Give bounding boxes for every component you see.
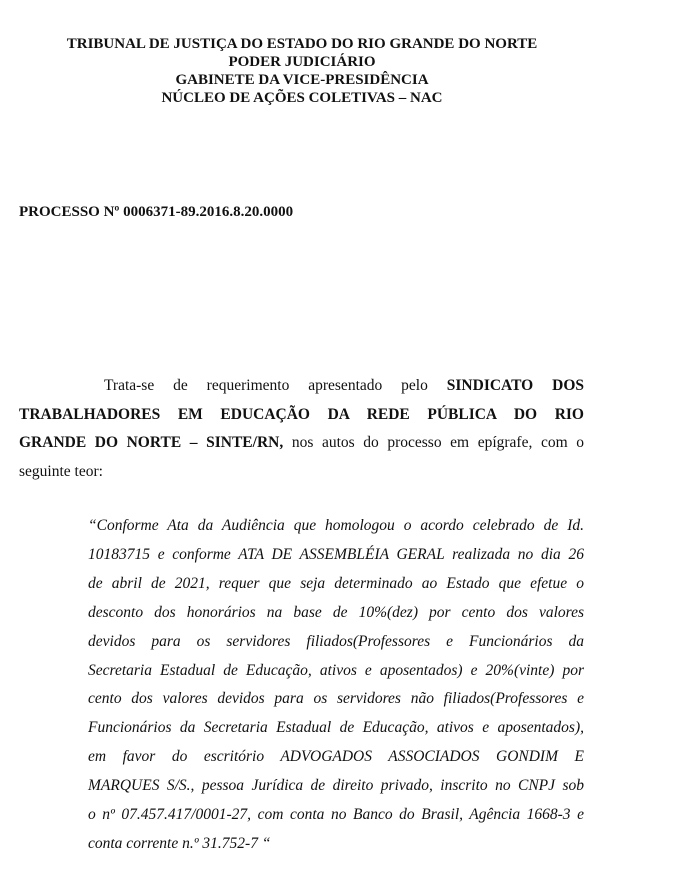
- quote-line: o nº 07.457.417/0001-27, com conta no Banco do Brasil, Agência 1668-3 e: [88, 806, 584, 824]
- quote-line: cento dos valores devidos para os servidores não filiados(Professores e: [88, 690, 584, 708]
- intro-union-name: GRANDE DO NORTE – SINTE/RN,: [19, 434, 284, 452]
- header-office: GABINETE DA VICE-PRESIDÊNCIA: [175, 72, 429, 88]
- quoted-request: [88, 512, 584, 859]
- quote-line: “Conforme Ata da Audiência que homologou o acordo celebrado de Id.: [88, 517, 584, 534]
- intro-line: [19, 372, 584, 401]
- intro-line: [19, 401, 584, 430]
- intro-line: [19, 429, 584, 458]
- quote-line: 10183715 e conforme ATA DE ASSEMBLÉIA GERAL realizada no dia 26: [88, 545, 584, 563]
- intro-paragraph: [19, 372, 584, 486]
- quote-line: Secretaria Estadual de Educação, ativos e aposentados) e 20%(vinte) por: [88, 661, 584, 679]
- quote-line: em favor do escritório ADVOGADOS ASSOCIADOS GONDIM E: [88, 748, 584, 766]
- intro-line: [19, 458, 584, 487]
- quote-line: devidos para os servidores filiados(Professores e Funcionários da: [88, 632, 584, 650]
- intro-union-name: TRABALHADORES EM EDUCAÇÃO DA REDE PÚBLICA DO RIO: [19, 405, 584, 423]
- quote-line: desconto dos honorários na base de 10%(dez) por cento dos valores: [88, 603, 584, 621]
- document-header: [0, 35, 604, 107]
- header-nucleus: NÚCLEO DE AÇÕES COLETIVAS – NAC: [161, 90, 443, 106]
- quote-line: de abril de 2021, requer que seja determinado ao Estado que efetue o: [88, 574, 584, 592]
- intro-text: Trata-se de requerimento apresentado pelo: [104, 377, 447, 394]
- quote-line: conta corrente n.º 31.752-7 “: [88, 834, 271, 852]
- intro-text: nos autos do processo em epígrafe, com o: [283, 434, 584, 452]
- header-judiciary: PODER JUDICIÁRIO: [228, 54, 376, 70]
- quote-line: Funcionários da Secretaria Estadual de Educação, ativos e aposentados),: [88, 719, 584, 737]
- process-number: PROCESSO Nº 0006371-89.2016.8.20.0000: [19, 204, 294, 220]
- header-court-name: TRIBUNAL DE JUSTIÇA DO ESTADO DO RIO GRANDE DO NORTE: [66, 36, 538, 52]
- quote-line: MARQUES S/S., pessoa Jurídica de direito privado, inscrito no CNPJ sob: [88, 777, 584, 795]
- intro-union-name: SINDICATO DOS: [446, 377, 584, 394]
- intro-text: seguinte teor:: [19, 462, 103, 480]
